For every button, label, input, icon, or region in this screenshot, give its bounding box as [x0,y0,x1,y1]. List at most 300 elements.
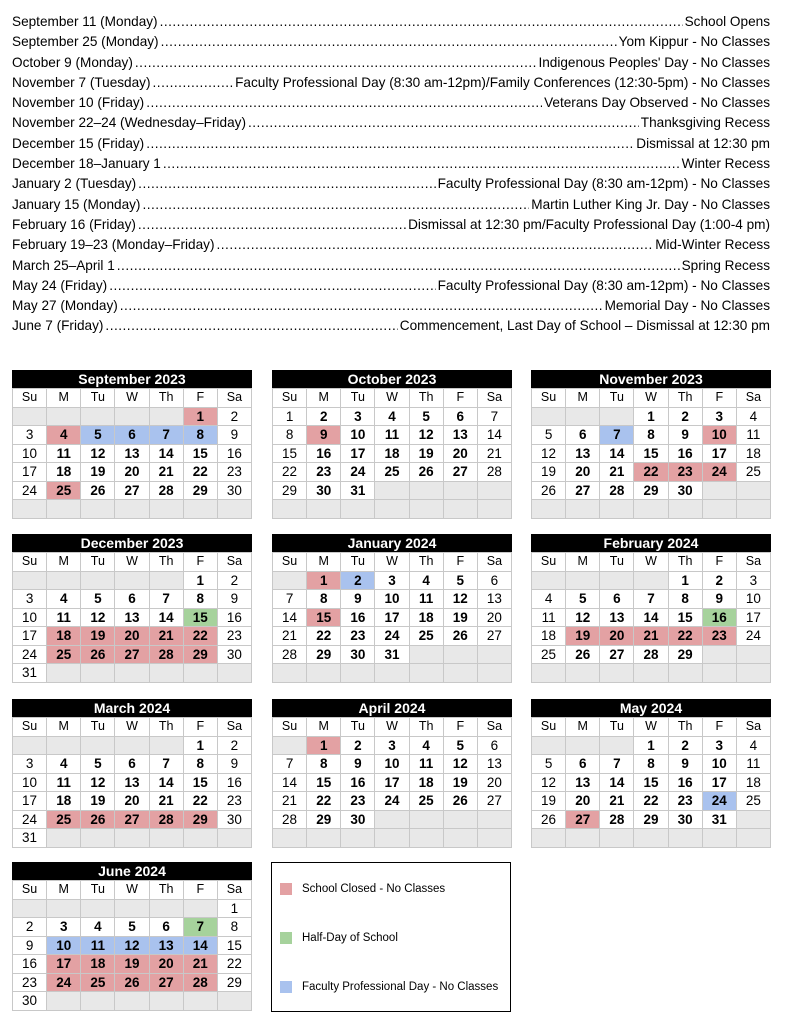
empty-day-cell [634,664,668,683]
day-cell: 6 [566,426,600,445]
day-cell: 15 [218,937,252,956]
event-row [12,276,770,296]
day-cell: 14 [273,609,307,628]
weekday-header: Su [532,389,566,408]
day-cell: 25 [410,627,444,646]
day-cell: 20 [444,445,478,464]
dot-leader [163,154,680,174]
day-cell: 2 [218,737,252,756]
day-cell: 3 [375,737,409,756]
empty-day-cell [634,829,668,848]
day-cell: 17 [375,609,409,628]
day-cell: 25 [47,482,81,501]
day-cell: 9 [669,426,703,445]
day-cell: 5 [115,918,149,937]
day-cell: 22 [218,955,252,974]
month-calendar [272,534,512,683]
weekday-header: Th [150,389,184,408]
empty-day-cell [566,572,600,591]
day-cell: 14 [600,774,634,793]
day-cell: 1 [184,737,218,756]
day-cell: 14 [184,937,218,956]
day-cell: 15 [634,774,668,793]
empty-day-cell [375,829,409,848]
day-cell: 2 [218,572,252,591]
dot-leader [161,32,617,52]
event-row [12,93,770,113]
empty-day-cell [184,900,218,919]
day-cell: 5 [532,426,566,445]
empty-day-cell [444,829,478,848]
month-calendar [12,862,252,1011]
day-cell: 23 [669,463,703,482]
day-cell: 8 [634,755,668,774]
empty-day-cell [81,664,115,683]
weekday-header: M [47,881,81,900]
weekday-header: Sa [478,389,512,408]
empty-day-cell [150,408,184,427]
day-cell: 6 [115,590,149,609]
empty-day-cell [81,829,115,848]
empty-day-cell [273,737,307,756]
day-cell: 13 [115,445,149,464]
event-description: Veterans Day Observed - No Classes [544,95,770,111]
day-cell: 26 [410,463,444,482]
empty-day-cell [81,408,115,427]
weekday-header: Su [13,881,47,900]
day-cell: 5 [566,590,600,609]
day-cell: 17 [375,774,409,793]
day-cell: 2 [703,572,737,591]
legend-label-half-day: Half-Day of School [302,932,398,944]
day-cell: 20 [600,627,634,646]
day-cell: 4 [737,408,771,427]
day-cell: 4 [47,755,81,774]
day-cell: 14 [150,445,184,464]
day-cell: 4 [47,590,81,609]
empty-day-cell [478,500,512,519]
weekday-header: Th [669,553,703,572]
empty-day-cell [13,900,47,919]
empty-day-cell [47,500,81,519]
day-cell: 16 [669,445,703,464]
empty-day-cell [669,829,703,848]
day-cell: 11 [47,774,81,793]
empty-day-cell [150,829,184,848]
day-cell: 16 [13,955,47,974]
day-cell: 8 [184,426,218,445]
day-cell: 22 [669,627,703,646]
event-date: November 7 (Tuesday) [12,74,151,90]
empty-day-cell [532,829,566,848]
day-cell: 21 [478,445,512,464]
day-cell: 9 [341,755,375,774]
day-cell: 21 [273,627,307,646]
day-cell: 27 [566,482,600,501]
day-cell: 7 [478,408,512,427]
day-cell: 13 [566,445,600,464]
weekday-header: W [375,553,409,572]
empty-day-cell [150,572,184,591]
day-cell: 30 [13,992,47,1011]
day-cell: 31 [703,811,737,830]
weekday-header: M [47,553,81,572]
event-date: November 10 (Friday) [12,95,145,111]
day-cell: 2 [341,572,375,591]
empty-day-cell [115,664,149,683]
day-cell: 23 [703,627,737,646]
day-cell: 9 [218,426,252,445]
event-date: December 18–January 1 [12,156,161,172]
weekday-header: Th [669,389,703,408]
weekday-header: Su [13,553,47,572]
day-cell: 18 [375,445,409,464]
dot-leader [120,296,603,316]
day-cell: 27 [478,792,512,811]
event-date: May 24 (Friday) [12,277,108,293]
event-description: Memorial Day - No Classes [604,298,770,314]
day-cell: 29 [307,646,341,665]
day-cell: 24 [703,463,737,482]
day-cell: 19 [81,792,115,811]
day-cell: 8 [307,755,341,774]
day-cell: 28 [150,646,184,665]
day-cell: 20 [566,792,600,811]
day-cell: 18 [737,445,771,464]
day-cell: 5 [444,737,478,756]
day-cell: 1 [218,900,252,919]
day-cell: 20 [478,609,512,628]
day-cell: 24 [13,646,47,665]
day-cell: 8 [184,755,218,774]
empty-day-cell [341,829,375,848]
day-cell: 12 [81,609,115,628]
empty-day-cell [737,500,771,519]
day-cell: 29 [218,974,252,993]
day-cell: 15 [307,774,341,793]
event-date: May 27 (Monday) [12,298,118,314]
day-cell: 26 [444,627,478,646]
day-cell: 19 [410,445,444,464]
day-cell: 3 [703,737,737,756]
day-cell: 19 [566,627,600,646]
day-cell: 19 [81,627,115,646]
day-cell: 9 [669,755,703,774]
day-cell: 18 [47,627,81,646]
day-cell: 23 [341,792,375,811]
month-title: February 2024 [531,534,771,552]
day-cell: 19 [115,955,149,974]
empty-day-cell [737,829,771,848]
day-cell: 17 [737,609,771,628]
day-cell: 25 [737,463,771,482]
dot-leader [109,276,435,296]
empty-day-cell [81,900,115,919]
day-cell: 30 [218,482,252,501]
day-cell: 21 [184,955,218,974]
empty-day-cell [341,500,375,519]
day-cell: 12 [115,937,149,956]
weekday-header: Th [669,718,703,737]
day-cell: 19 [444,609,478,628]
day-cell: 28 [273,646,307,665]
weekday-header: W [634,389,668,408]
day-cell: 9 [341,590,375,609]
day-cell: 24 [737,627,771,646]
day-cell: 1 [184,408,218,427]
day-cell: 9 [218,590,252,609]
day-cell: 24 [13,811,47,830]
empty-day-cell [737,482,771,501]
empty-day-cell [444,500,478,519]
weekday-header: Tu [600,553,634,572]
dot-leader [105,316,397,336]
day-cell: 2 [669,737,703,756]
day-cell: 20 [115,627,149,646]
empty-day-cell [115,829,149,848]
day-cell: 16 [218,774,252,793]
day-cell: 2 [13,918,47,937]
dot-leader [135,53,537,73]
day-cell: 3 [341,408,375,427]
day-cell: 22 [634,792,668,811]
day-cell: 24 [47,974,81,993]
day-cell: 15 [184,774,218,793]
day-cell: 6 [115,426,149,445]
empty-day-cell [600,664,634,683]
empty-day-cell [81,500,115,519]
day-cell: 10 [13,774,47,793]
month-calendar [272,699,512,848]
day-cell: 7 [150,755,184,774]
weekday-header: W [634,718,668,737]
weekday-header: Su [273,389,307,408]
empty-day-cell [13,500,47,519]
day-cell: 1 [634,408,668,427]
day-cell: 6 [478,737,512,756]
empty-day-cell [115,500,149,519]
day-cell: 29 [184,482,218,501]
empty-day-cell [13,408,47,427]
faculty-day-swatch [280,981,292,993]
empty-day-cell [566,408,600,427]
weekday-header: Tu [600,389,634,408]
half-day-swatch [280,932,292,944]
day-cell: 31 [341,482,375,501]
weekday-header: M [47,389,81,408]
weekday-header: Sa [478,553,512,572]
day-cell: 20 [150,955,184,974]
day-cell: 11 [532,609,566,628]
empty-day-cell [737,811,771,830]
day-cell: 15 [273,445,307,464]
day-cell: 11 [47,609,81,628]
weekday-header: Su [13,718,47,737]
day-cell: 13 [478,755,512,774]
weekday-header: F [444,389,478,408]
dot-leader [146,93,542,113]
day-cell: 4 [532,590,566,609]
day-cell: 14 [150,774,184,793]
weekday-header: F [184,389,218,408]
empty-day-cell [669,664,703,683]
weekday-header: Th [150,718,184,737]
dot-leader [117,256,680,276]
day-cell: 9 [13,937,47,956]
event-description: Commencement, Last Day of School – Dismissal at 12:30 pm [399,318,770,334]
day-cell: 30 [218,646,252,665]
month-days-grid [531,388,771,519]
month-calendar [531,534,771,683]
empty-day-cell [150,500,184,519]
empty-day-cell [410,829,444,848]
day-cell: 23 [218,463,252,482]
empty-day-cell [703,646,737,665]
day-cell: 30 [341,811,375,830]
day-cell: 12 [81,774,115,793]
month-calendar [531,699,771,848]
empty-day-cell [410,811,444,830]
day-cell: 18 [737,774,771,793]
day-cell: 1 [273,408,307,427]
day-cell: 22 [184,463,218,482]
day-cell: 9 [703,590,737,609]
day-cell: 29 [184,811,218,830]
dot-leader [138,174,435,194]
empty-day-cell [375,664,409,683]
empty-day-cell [47,572,81,591]
day-cell: 11 [375,426,409,445]
weekday-header: M [307,553,341,572]
day-cell: 13 [478,590,512,609]
day-cell: 30 [341,646,375,665]
day-cell: 27 [150,974,184,993]
weekday-header: M [566,718,600,737]
month-days-grid [531,552,771,683]
weekday-header: Sa [737,553,771,572]
event-description: Faculty Professional Day (8:30 am-12pm) - No Classes [437,176,770,192]
weekday-header: Sa [478,718,512,737]
empty-day-cell [47,900,81,919]
weekday-header: Sa [218,718,252,737]
empty-day-cell [444,646,478,665]
empty-day-cell [13,572,47,591]
weekday-header: Su [273,553,307,572]
day-cell: 18 [410,609,444,628]
empty-day-cell [410,500,444,519]
empty-day-cell [218,992,252,1011]
day-cell: 25 [375,463,409,482]
day-cell: 17 [341,445,375,464]
day-cell: 20 [115,463,149,482]
day-cell: 6 [566,755,600,774]
weekday-header: W [115,389,149,408]
weekday-header: Th [410,389,444,408]
dot-leader [146,134,634,154]
day-cell: 21 [634,627,668,646]
day-cell: 3 [13,426,47,445]
day-cell: 21 [273,792,307,811]
empty-day-cell [566,737,600,756]
legend-label-faculty-day: Faculty Professional Day - No Classes [302,981,499,993]
day-cell: 16 [703,609,737,628]
day-cell: 5 [532,755,566,774]
day-cell: 29 [669,646,703,665]
day-cell: 13 [115,609,149,628]
day-cell: 28 [150,482,184,501]
weekday-header: Tu [341,718,375,737]
empty-day-cell [532,737,566,756]
dot-leader [217,235,654,255]
day-cell: 13 [150,937,184,956]
event-date: June 7 (Friday) [12,318,104,334]
empty-day-cell [47,992,81,1011]
day-cell: 28 [600,482,634,501]
empty-day-cell [600,572,634,591]
day-cell: 26 [444,792,478,811]
event-date: September 25 (Monday) [12,34,159,50]
weekday-header: M [307,389,341,408]
day-cell: 11 [47,445,81,464]
day-cell: 16 [341,774,375,793]
day-cell: 15 [669,609,703,628]
day-cell: 27 [600,646,634,665]
day-cell: 27 [115,811,149,830]
day-cell: 10 [13,609,47,628]
event-description: Yom Kippur - No Classes [618,34,770,50]
day-cell: 8 [307,590,341,609]
day-cell: 18 [532,627,566,646]
day-cell: 7 [150,426,184,445]
event-date: February 16 (Friday) [12,216,136,232]
empty-day-cell [341,664,375,683]
weekday-header: Tu [600,718,634,737]
day-cell: 5 [81,426,115,445]
day-cell: 7 [184,918,218,937]
weekday-header: F [184,718,218,737]
event-row [12,215,770,235]
month-title: October 2023 [272,370,512,388]
closed-swatch [280,883,292,895]
day-cell: 3 [47,918,81,937]
weekday-header: Su [273,718,307,737]
event-row [12,235,770,255]
empty-day-cell [184,500,218,519]
weekday-header: F [703,553,737,572]
month-title: January 2024 [272,534,512,552]
day-cell: 16 [307,445,341,464]
event-description: Dismissal at 12:30 pm/Faculty Professional Day (1:00-4 pm) [408,216,770,232]
empty-day-cell [218,829,252,848]
day-cell: 29 [634,811,668,830]
empty-day-cell [47,664,81,683]
day-cell: 3 [13,590,47,609]
day-cell: 20 [478,774,512,793]
day-cell: 8 [634,426,668,445]
empty-day-cell [218,500,252,519]
day-cell: 25 [81,974,115,993]
empty-day-cell [307,829,341,848]
day-cell: 4 [410,572,444,591]
day-cell: 15 [307,609,341,628]
day-cell: 31 [13,664,47,683]
day-cell: 28 [478,463,512,482]
event-date: September 11 (Monday) [12,14,158,29]
day-cell: 15 [634,445,668,464]
empty-day-cell [81,737,115,756]
weekday-header: Tu [81,718,115,737]
empty-day-cell [184,992,218,1011]
